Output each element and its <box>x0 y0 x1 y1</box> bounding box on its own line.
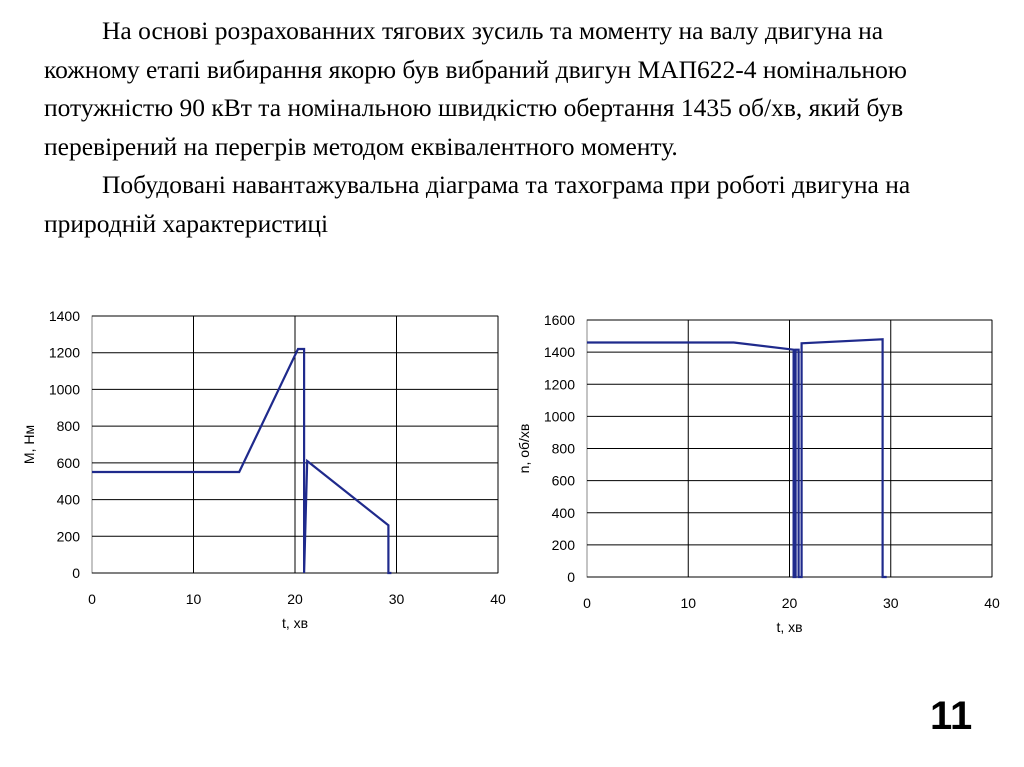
series-line <box>587 339 887 577</box>
y-tick-label: 400 <box>56 491 80 508</box>
y-tick-label: 0 <box>72 565 80 581</box>
page-number: 11 <box>930 694 973 738</box>
x-axis-label: t, хв <box>776 619 803 635</box>
x-tick-label: 20 <box>781 595 798 611</box>
x-tick-label: 30 <box>388 591 405 607</box>
y-tick-label: 800 <box>56 418 80 435</box>
x-tick-label: 0 <box>583 595 591 611</box>
y-tick-label: 1400 <box>543 344 575 361</box>
series-line <box>92 349 391 573</box>
y-tick-label: 1000 <box>48 381 80 398</box>
y-tick-label: 800 <box>551 440 575 457</box>
x-tick-label: 40 <box>984 595 1000 611</box>
y-axis-label: n, об/хв <box>516 423 532 474</box>
torque-load-chart <box>0 300 520 650</box>
x-tick-label: 30 <box>882 595 899 611</box>
paragraph-1: На основі розрахованних тягових зусиль та моменту на валу двигуна на кожному етапі вибирання якорю був вибраний двигун МАП622-4 номінальною потужністю 90 кВт та номінальною швидкістю обертання 1435 об/хв, який був перевірений на перегрів методом еквівалентного моменту. <box>44 16 907 161</box>
y-axis-label: М, Нм <box>21 424 37 465</box>
body-text <box>44 12 974 243</box>
y-tick-label: 1200 <box>543 376 575 393</box>
y-tick-label: 600 <box>56 454 80 471</box>
y-tick-label: 1400 <box>48 308 80 324</box>
y-tick-label: 1200 <box>48 344 80 361</box>
x-tick-label: 40 <box>490 591 506 607</box>
speed-tachogram-chart <box>515 300 1024 650</box>
y-tick-label: 200 <box>551 536 575 553</box>
x-tick-label: 10 <box>185 591 202 607</box>
x-axis-label: t, хв <box>281 615 309 631</box>
y-tick-label: 400 <box>551 504 575 521</box>
paragraph-2: Побудовані навантажувальна діаграма та тахограма при роботі двигуна на природній характеристиці <box>44 170 911 238</box>
x-tick-label: 20 <box>287 591 303 607</box>
y-tick-label: 0 <box>567 569 575 585</box>
y-tick-label: 1600 <box>543 312 575 328</box>
y-tick-label: 1000 <box>543 408 575 425</box>
y-tick-label: 600 <box>551 472 575 489</box>
y-tick-label: 200 <box>56 528 80 545</box>
x-tick-label: 0 <box>88 591 96 607</box>
x-tick-label: 10 <box>680 595 697 611</box>
